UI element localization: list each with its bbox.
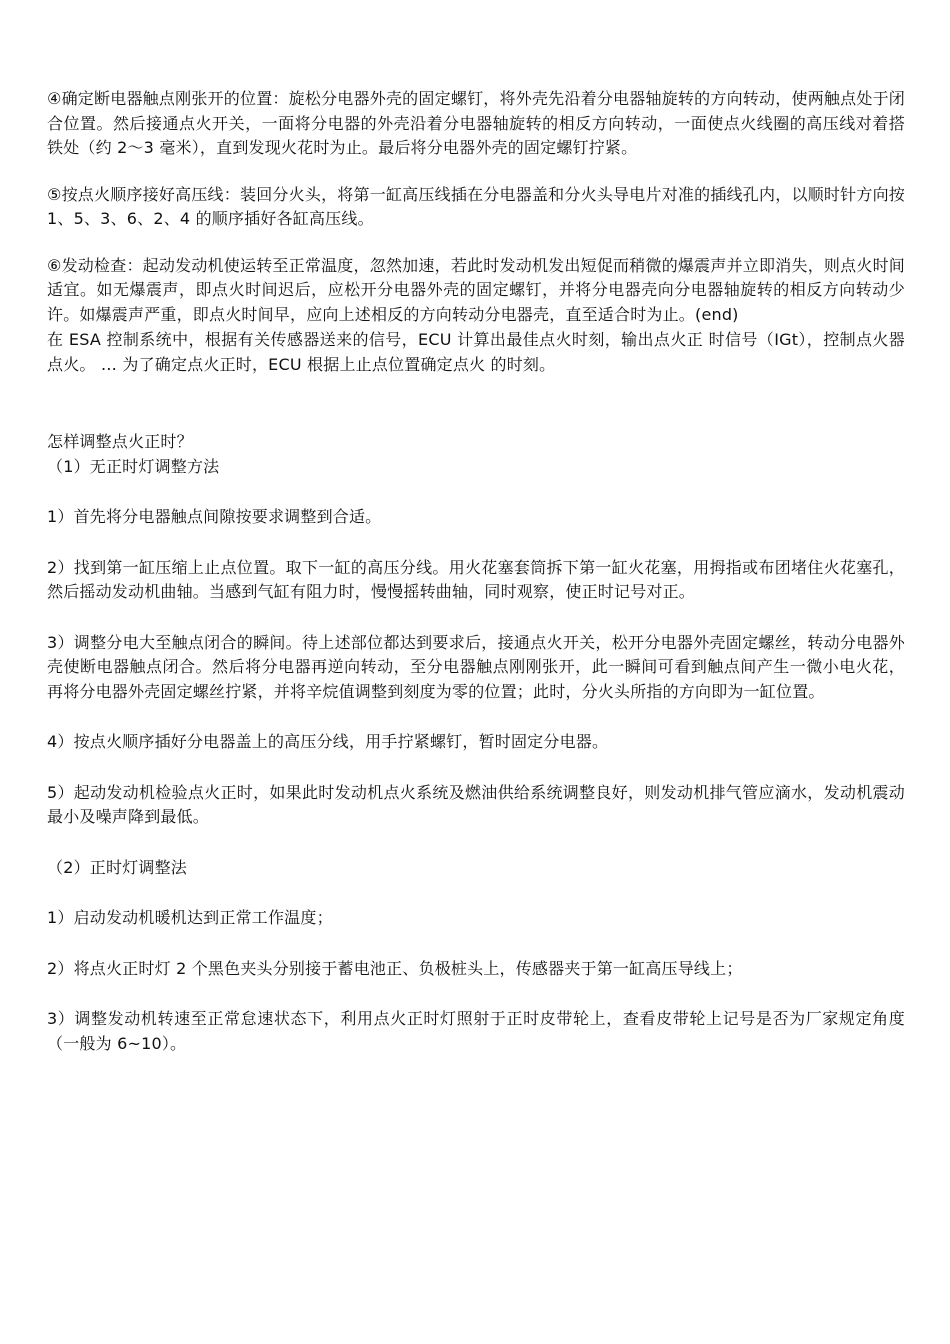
section-question: 怎样调整点火正时？: [47, 432, 193, 451]
spacer: [47, 981, 905, 1007]
method-1-step-1: 1）首先将分电器触点间隙按要求调整到合适。: [47, 507, 382, 526]
method-1-step-3: 3）调整分电大至触点闭合的瞬间。待上述部位都达到要求后，接通点火开关，松开分电器外壳固定螺丝，转动分电器外壳使断电器触点闭合。然后将分电器再逆向转动，至分电器触点刚刚张开，此一瞬间可看到触点间产生一微小电火花，再将分电器外壳固定螺丝拧紧，并将辛烷值调整到刻度为零的位置；此时，分火头所指的方向即为一缸位置。: [47, 632, 905, 701]
spacer: [47, 530, 905, 556]
spacer: [47, 161, 905, 183]
method-2-step-1: 1）启动发动机暖机达到正常工作温度；: [47, 908, 333, 927]
paragraph-step-4: ④确定断电器触点刚张开的位置：旋松分电器外壳的固定螺钉，将外壳先沿着分电器轴旋转的方向转动，使两触点处于闭合位置。然后接通点火开关，一面将分电器的外壳沿着分电器轴旋转的相反方向转动，一面使点火线圈的高压线对着搭铁处（约 2～3 毫米），直到发现火花时为止。最后将分电器外壳的固定螺钉拧紧。: [47, 89, 905, 157]
method-1-title: （1）无正时灯调整方法: [47, 456, 220, 476]
spacer: [47, 755, 905, 781]
method-2-step-3: 3）调整发动机转速至正常怠速状态下，利用点火正时灯照射于正时皮带轮上，查看皮带轮上记号是否为厂家规定角度（一般为 6~10）。: [47, 1009, 905, 1053]
document-page: [47, 87, 905, 1056]
spacer: [47, 704, 905, 730]
spacer: [47, 830, 905, 856]
method-2-title: （2）正时灯调整法: [47, 857, 187, 877]
paragraph-esa: 在 ESA 控制系统中，根据有关传感器送来的信号，ECU 计算出最佳点火时刻，输出点火正 时信号（IGt），控制点火器点火。 … 为了确定点火正时，ECU 根据上止点位置确定点火 的时刻。: [47, 330, 905, 374]
method-1-step-2: 2）找到第一缸压缩上止点位置。取下一缸的高压分线。用火花塞套筒拆下第一缸火花塞，用拇指或布团堵住火花塞孔，然后摇动发动机曲轴。当感到气缸有阻力时，慢慢摇转曲轴，同时观察，使正时记号对正。: [47, 557, 905, 601]
spacer: [47, 232, 905, 254]
spacer: [47, 931, 905, 957]
spacer: [47, 479, 905, 505]
spacer: [47, 880, 905, 906]
spacer: [47, 605, 905, 631]
method-2-step-2: 2）将点火正时灯 2 个黑色夹头分别接于蓄电池正、负极桩头上，传感器夹于第一缸高压导线上；: [47, 958, 743, 978]
spacer: [47, 377, 905, 430]
paragraph-step-6: ⑥发动检查：起动发动机使运转至正常温度，忽然加速，若此时发动机发出短促而稍微的爆震声并立即消失，则点火时间适宜。如无爆震声，即点火时间迟后，应松开分电器外壳的固定螺钉，并将分电器壳向分电器轴旋转的相反方向转动少许。如爆震声严重，即点火时间早，应向上述相反的方向转动分电器壳，直至适合时为止。(end): [47, 255, 905, 324]
method-1-step-4: 4）按点火顺序插好分电器盖上的高压分线，用手拧紧螺钉，暂时固定分电器。: [47, 732, 609, 751]
paragraph-step-5: ⑤按点火顺序接好高压线：装回分火头，将第一缸高压线插在分电器盖和分火头导电片对准的插线孔内，以顺时针方向按 1、5、3、6、2、4 的顺序插好各缸高压线。: [47, 184, 905, 228]
method-1-step-5: 5）起动发动机检验点火正时，如果此时发动机点火系统及燃油供给系统调整良好，则发动机排气管应滴水，发动机震动最小及噪声降到最低。: [47, 782, 905, 826]
